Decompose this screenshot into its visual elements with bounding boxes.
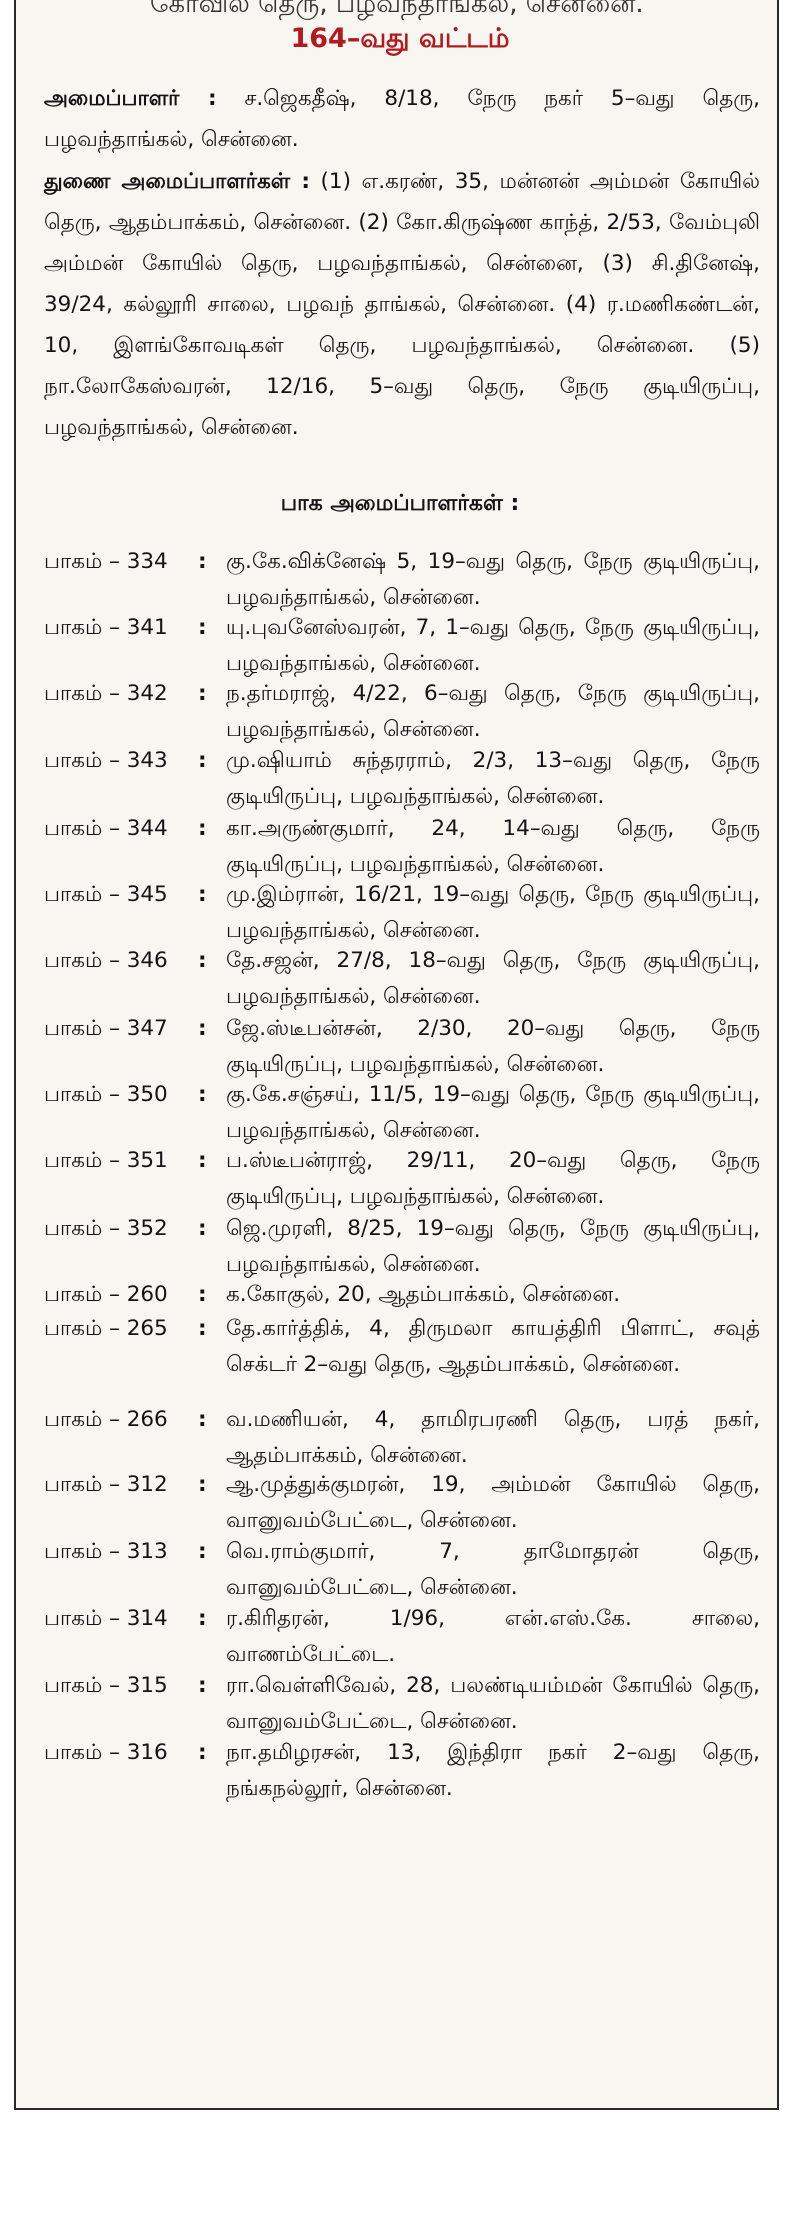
- booth-colon: :: [198, 681, 207, 706]
- booth-number: பாகம் – 266: [44, 1407, 168, 1432]
- booth-number: பாகம் – 347: [44, 1016, 168, 1041]
- booth-colon: :: [198, 1148, 207, 1173]
- booth-colon: :: [198, 1082, 207, 1107]
- booth-organiser: மு.ஷியாம் சுந்தரராம், 2/3, 13–வது தெரு, நேரு குடியிருப்பு, பழவந்தாங்கல், சென்னை.: [226, 748, 760, 809]
- booth-colon: :: [198, 816, 207, 841]
- booth-organiser: வ.மணியன், 4, தாமிரபரணி தெரு, பரத் நகர், ஆதம்பாக்கம், சென்னை.: [226, 1407, 760, 1468]
- booth-colon: :: [198, 1407, 207, 1432]
- booth-colon: :: [198, 882, 207, 907]
- booth-organiser: ர.கிரிதரன், 1/96, என்.எஸ்.கே. சாலை, வாணம்பேட்டை.: [226, 1606, 760, 1667]
- booth-number: பாகம் – 316: [44, 1740, 168, 1765]
- booth-colon: :: [198, 1282, 207, 1307]
- organiser-paragraph: [44, 78, 760, 160]
- booth-organiser: யு.புவனேஸ்வரன், 7, 1–வது தெரு, நேரு குடியிருப்பு, பழவந்தாங்கல், சென்னை.: [226, 615, 760, 676]
- booth-colon: :: [198, 1539, 207, 1564]
- booth-colon: :: [198, 1016, 207, 1041]
- booth-number: பாகம் – 313: [44, 1539, 168, 1564]
- booth-organiser: தே.சஜன், 27/8, 18–வது தெரு, நேரு குடியிருப்பு, பழவந்தாங்கல், சென்னை.: [226, 948, 760, 1009]
- booth-colon: :: [198, 1472, 207, 1497]
- booth-organiser: ஜெ.முரளி, 8/25, 19–வது தெரு, நேரு குடியிருப்பு, பழவந்தாங்கல், சென்னை.: [226, 1216, 760, 1277]
- booth-organiser: கா.அருண்குமார், 24, 14–வது தெரு, நேரு குடியிருப்பு, பழவந்தாங்கல், சென்னை.: [226, 816, 760, 877]
- deputy-organisers-label: துணை அமைப்பாளர்கள் :: [44, 169, 310, 194]
- cut-off-previous-line: [150, 0, 650, 8]
- booth-number: பாகம் – 312: [44, 1472, 168, 1497]
- booth-organiser: க.கோகுல், 20, ஆதம்பாக்கம், சென்னை.: [226, 1282, 621, 1307]
- booth-colon: :: [198, 1316, 207, 1341]
- booth-colon: :: [198, 1740, 207, 1765]
- booth-number: பாகம் – 345: [44, 882, 168, 907]
- booth-colon: :: [198, 1216, 207, 1241]
- booth-colon: :: [198, 948, 207, 973]
- booth-number: பாகம் – 346: [44, 948, 168, 973]
- booth-organiser: வெ.ராம்குமார், 7, தாமோதரன் தெரு, வானுவம்பேட்டை, சென்னை.: [226, 1539, 760, 1600]
- booth-organisers-heading: பாக அமைப்பாளர்கள் :: [280, 491, 520, 516]
- deputy-organisers-paragraph: [44, 161, 760, 448]
- booth-colon: :: [198, 1673, 207, 1698]
- booth-number: பாகம் – 342: [44, 681, 168, 706]
- booth-number: பாகம் – 351: [44, 1148, 168, 1173]
- booth-number: பாகம் – 352: [44, 1216, 168, 1241]
- booth-organiser: ஜே.ஸ்டீபன்சன், 2/30, 20–வது தெரு, நேரு குடியிருப்பு, பழவந்தாங்கல், சென்னை.: [226, 1016, 760, 1077]
- booth-number: பாகம் – 315: [44, 1673, 168, 1698]
- booth-row: [44, 1311, 760, 1401]
- booth-organiser: கு.கே.சஞ்சய், 11/5, 19–வது தெரு, நேரு குடியிருப்பு, பழவந்தாங்கல், சென்னை.: [226, 1082, 760, 1143]
- booth-organiser: ந.தர்மராஜ், 4/22, 6–வது தெரு, நேரு குடியிருப்பு, பழவந்தாங்கல், சென்னை.: [226, 681, 760, 742]
- organiser-label: அமைப்பாளர் :: [44, 86, 217, 111]
- booth-number: பாகம் – 314: [44, 1606, 168, 1631]
- booth-colon: :: [198, 748, 207, 773]
- booth-number: பாகம் – 344: [44, 816, 168, 841]
- booth-organiser: நா.தமிழரசன், 13, இந்திரா நகர் 2–வது தெரு, நங்கநல்லூர், சென்னை.: [226, 1740, 760, 1801]
- booth-organiser: மு.இம்ரான், 16/21, 19–வது தெரு, நேரு குடியிருப்பு, பழவந்தாங்கல், சென்னை.: [226, 882, 760, 943]
- booth-number: பாகம் – 343: [44, 748, 168, 773]
- ward-heading: 164–வது வட்டம்: [290, 23, 510, 54]
- booth-organiser: ரா.வெள்ளிவேல், 28, பலண்டியம்மன் கோயில் தெரு, வானுவம்பேட்டை, சென்னை.: [226, 1673, 760, 1734]
- booth-number: பாகம் – 265: [44, 1316, 168, 1341]
- booth-number: பாகம் – 341: [44, 615, 168, 640]
- booth-organiser: கு.கே.விக்னேஷ் 5, 19–வது தெரு, நேரு குடியிருப்பு, பழவந்தாங்கல், சென்னை.: [226, 549, 760, 610]
- booth-colon: :: [198, 549, 207, 574]
- booth-number: பாகம் – 350: [44, 1082, 168, 1107]
- booth-organiser: தே.கார்த்திக், 4, திருமலா காயத்திரி பிளாட், சவுத் செக்டர் 2–வது தெரு, ஆதம்பாக்கம், சென்னை.: [226, 1316, 760, 1377]
- booth-number: பாகம் – 260: [44, 1282, 168, 1307]
- booth-organiser: ப.ஸ்டீபன்ராஜ், 29/11, 20–வது தெரு, நேரு குடியிருப்பு, பழவந்தாங்கல், சென்னை.: [226, 1148, 760, 1209]
- organiser-text: ச.ஜெகதீஷ், 8/18, நேரு நகர் 5–வது தெரு, பழவந்தாங்கல், சென்னை.: [44, 86, 760, 152]
- booth-row: [44, 1735, 760, 1825]
- booth-colon: :: [198, 615, 207, 640]
- booth-colon: :: [198, 1606, 207, 1631]
- booth-organiser: ஆ.முத்துக்குமரன், 19, அம்மன் கோயில் தெரு, வானுவம்பேட்டை, சென்னை.: [226, 1472, 760, 1533]
- booth-number: பாகம் – 334: [44, 549, 168, 574]
- deputy-organisers-text: (1) எ.கரண், 35, மன்னன் அம்மன் கோயில் தெரு, ஆதம்பாக்கம், சென்னை. (2) கோ.கிருஷ்ண காந்த், 2/53, வேம்புலி அம்மன் கோயில் தெரு, பழவந்தாங்கல், சென்னை, (3) சி.தினேஷ், 39/24, கல்லூரி சாலை, பழவந் தாங்கல், சென்னை. (4) ர.மணிகண்டன், 10, இளங்கோவடிகள் தெரு, பழவந்தாங்கல், சென்னை. (5) நா.லோகேஸ்வரன், 12/16, 5–வது தெரு, நேரு குடியிருப்பு, பழவந்தாங்கல், சென்னை.: [44, 169, 760, 440]
